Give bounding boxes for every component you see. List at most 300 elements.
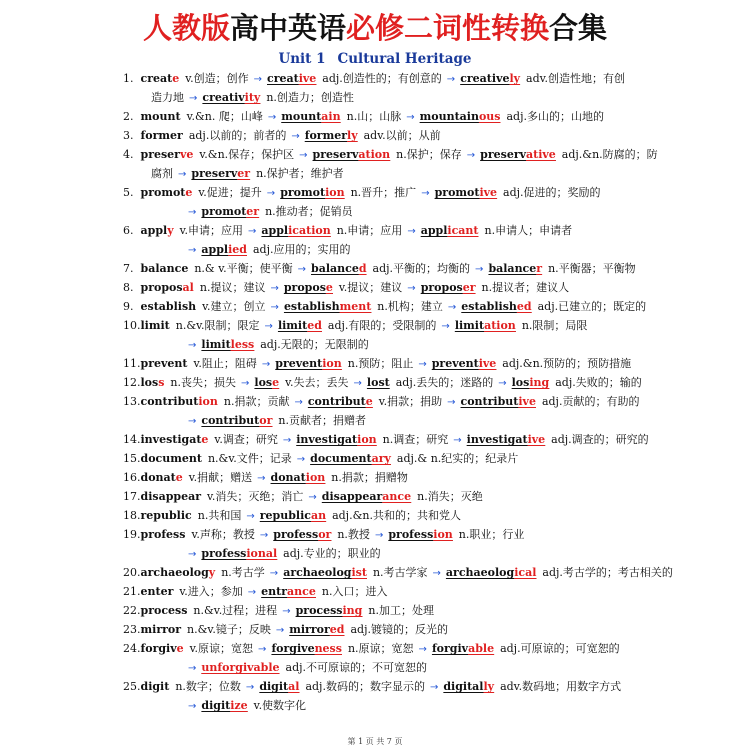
derived-word (313, 148, 391, 161)
unit-heading (0, 51, 750, 67)
definition: adj.有限的；受限制的 (327, 319, 437, 332)
derived-word (461, 395, 536, 408)
arrow-right-icon: → (269, 568, 279, 579)
definition: n.贡献者；捐赠者 (278, 414, 366, 427)
derived-stem: profess (388, 528, 434, 541)
derived-suffix: ation (484, 319, 516, 332)
derived-word (443, 680, 494, 693)
derived-stem: prevent (431, 357, 479, 370)
derived-suffix: ly (509, 72, 521, 85)
headword: promot (140, 186, 186, 199)
derived-stem: entr (261, 585, 288, 598)
derived-stem: investigat (296, 433, 358, 446)
arrow-right-icon: → (188, 416, 197, 427)
arrow-right-icon: → (353, 378, 362, 389)
derived-stem: former (304, 129, 348, 142)
definition: n.调查；研究 (382, 433, 449, 446)
derived-word (367, 376, 390, 389)
headword: former (140, 129, 183, 142)
headword: enter (140, 585, 174, 598)
derived-word (432, 357, 497, 370)
derived-word (455, 319, 516, 332)
entry-line (123, 677, 733, 696)
derived-word (446, 566, 536, 579)
derived-word (311, 262, 367, 275)
entry-line (123, 107, 733, 126)
derived-suffix: ain (321, 110, 341, 123)
derived-stem: prevent (275, 357, 323, 370)
derived-stem: lost (366, 376, 390, 389)
entry-line (123, 259, 733, 278)
derived-suffix: able (468, 642, 495, 655)
arrow-right-icon: → (275, 625, 285, 636)
arrow-right-icon: → (248, 226, 257, 237)
entry-line (123, 316, 733, 335)
derived-word (460, 72, 520, 85)
derived-suffix: ist (351, 566, 367, 579)
entry-continuation (123, 202, 733, 221)
arrow-right-icon: → (258, 644, 267, 655)
arrow-right-icon: → (475, 264, 484, 275)
entry-line (123, 487, 733, 506)
definition: adj.&n.防腐的；防 (561, 148, 658, 161)
entry-number: 11. (123, 357, 141, 370)
definition: v.促进；提升 (198, 186, 262, 199)
entry-line (123, 430, 733, 449)
definition: adj.不可原谅的；不可宽恕的 (285, 661, 428, 674)
derived-word (284, 300, 371, 313)
derived-stem: digit (259, 680, 289, 693)
arrow-right-icon: → (246, 511, 255, 522)
arrow-right-icon: → (188, 245, 197, 256)
derived-suffix: er (237, 167, 251, 180)
derived-suffix: ative (526, 148, 556, 161)
derived-stem: contribut (460, 395, 519, 408)
derived-word (296, 604, 363, 617)
derived-word (280, 186, 344, 199)
derived-suffix: ity (244, 91, 261, 104)
derived-stem: profess (201, 547, 247, 560)
derived-suffix: e (272, 376, 280, 389)
derived-word (435, 186, 497, 199)
derived-suffix: ied (228, 243, 247, 256)
entry-line (123, 392, 733, 411)
arrow-right-icon: → (418, 359, 427, 370)
definition: adj.失败的；输的 (555, 376, 642, 389)
derived-word (267, 72, 316, 85)
derived-stem: process (295, 604, 343, 617)
derived-suffix: icant (447, 224, 479, 237)
entry-number: 17. (123, 490, 141, 503)
definition: n.保护；保存 (396, 148, 462, 161)
arrow-right-icon: → (270, 302, 279, 313)
entry-line (123, 373, 733, 392)
entry-number: 12. (123, 376, 141, 389)
definition: v.声称；教授 (191, 528, 255, 541)
entry-number: 4. (123, 148, 134, 161)
definition: n.限制；局限 (521, 319, 588, 332)
entry-number: 7. (123, 262, 134, 275)
entry-line (123, 468, 733, 487)
derived-suffix: al (288, 680, 300, 693)
arrow-right-icon: → (259, 530, 269, 541)
entry-continuation (123, 88, 733, 107)
arrow-right-icon: → (189, 93, 198, 104)
headword: mirror (140, 623, 182, 636)
definition: n.创造力；创造性 (266, 91, 354, 104)
derived-suffix: ion (357, 433, 377, 446)
definition: v.申请；应用 (179, 224, 244, 237)
derived-stem: balance (488, 262, 537, 275)
derived-stem: archaeolog (283, 566, 352, 579)
derived-suffix: ing (529, 376, 550, 389)
derived-stem: preserv (191, 167, 238, 180)
arrow-right-icon: → (441, 321, 450, 332)
definition: n.平衡器；平衡物 (548, 262, 636, 275)
definition: n.预防；阻止 (347, 357, 414, 370)
derived-word (201, 414, 272, 427)
headword: profess (140, 528, 186, 541)
headword: mount (140, 110, 181, 123)
definition: v.使数字化 (253, 699, 307, 712)
definition: adv.创造性地；有创 (526, 72, 626, 85)
entry-number: 2. (123, 110, 134, 123)
entry-line (123, 639, 733, 658)
derived-stem: limit (454, 319, 485, 332)
derived-suffix: ive (298, 72, 317, 85)
derived-suffix: an (310, 509, 327, 522)
entry-number: 1. (123, 72, 134, 85)
derived-suffix: ical (514, 566, 537, 579)
arrow-right-icon: → (188, 340, 197, 351)
entry-line (123, 297, 733, 316)
derived-word (271, 642, 342, 655)
definition: n.申请；应用 (336, 224, 403, 237)
derived-suffix: or (318, 528, 332, 541)
headword: disappear (140, 490, 201, 503)
entry-continuation (123, 335, 733, 354)
entry-number: 20. (123, 566, 141, 579)
entry-line (123, 183, 733, 202)
arrow-right-icon: → (282, 606, 291, 617)
headword-suffix: ve (179, 148, 194, 161)
derived-stem: promot (434, 186, 480, 199)
arrow-right-icon: → (245, 682, 255, 693)
derived-word (308, 395, 373, 408)
derived-stem: archaeolog (445, 566, 515, 579)
arrow-right-icon: → (446, 74, 456, 85)
entry-number: 19. (123, 528, 141, 541)
derived-suffix: ly (483, 680, 495, 693)
definition: v.提议；建议 (338, 281, 403, 294)
entry-number: 15. (123, 452, 141, 465)
definition: v.进入；参加 (179, 585, 243, 598)
derived-stem: mirror (289, 623, 330, 636)
derived-word (388, 528, 452, 541)
entry-continuation (123, 696, 733, 715)
entry-number: 16. (123, 471, 141, 484)
derived-word (254, 376, 279, 389)
derived-stem: mount (281, 110, 322, 123)
definition: adj.数码的；数字显示的 (305, 680, 425, 693)
derived-suffix: ed (329, 623, 345, 636)
derived-suffix: er (462, 281, 476, 294)
headword-suffix: e (172, 72, 180, 85)
arrow-right-icon: → (282, 435, 292, 446)
arrow-right-icon: → (188, 207, 197, 218)
derived-stem: donat (270, 471, 306, 484)
definition: adj.&n.预防的；预防措施 (502, 357, 632, 370)
definition: n.入口；进入 (321, 585, 388, 598)
derived-suffix: ion (325, 186, 345, 199)
definition: adj.已建立的；既定的 (537, 300, 647, 313)
arrow-right-icon: → (308, 492, 317, 503)
entry-line (123, 582, 733, 601)
title-part-3: 必修二 (345, 11, 433, 45)
derived-suffix: ing (342, 604, 363, 617)
derived-suffix: less (230, 338, 255, 351)
entry-line (123, 69, 733, 88)
derived-word (191, 167, 250, 180)
derived-stem: limit (277, 319, 308, 332)
derived-word (420, 110, 501, 123)
arrow-right-icon: → (261, 359, 271, 370)
definition: n.&v.限制；限定 (175, 319, 260, 332)
arrow-right-icon: → (188, 549, 197, 560)
entry-continuation (123, 164, 733, 183)
derived-word (201, 243, 247, 256)
derived-stem: contribut (201, 414, 260, 427)
title-part-4: 词性转换 (433, 11, 550, 45)
derived-stem: digit (201, 699, 231, 712)
definition: adj.& n.纪实的；纪录片 (396, 452, 519, 465)
definition: n.捐款；贡献 (223, 395, 290, 408)
headword: limit (140, 319, 170, 332)
arrow-right-icon: → (466, 150, 476, 161)
derived-suffix: ion (305, 471, 326, 484)
arrow-right-icon: → (291, 131, 300, 142)
derived-suffix: ly (347, 129, 358, 142)
derived-stem: propos (283, 281, 326, 294)
derived-suffix: e (365, 395, 373, 408)
derived-word (310, 452, 391, 465)
derived-stem: creat (267, 72, 299, 85)
definition: n.推动者；促销员 (265, 205, 353, 218)
definition: adj.调查的；研究的 (551, 433, 649, 446)
headword: establish (140, 300, 197, 313)
arrow-right-icon: → (257, 473, 266, 484)
derived-suffix: ive (527, 433, 546, 446)
arrow-right-icon: → (297, 264, 306, 275)
arrow-right-icon: → (296, 454, 306, 465)
headword: appl (140, 224, 168, 237)
arrow-right-icon: → (447, 302, 457, 313)
definition: v.创造；创作 (185, 72, 249, 85)
derived-word (296, 433, 376, 446)
derived-stem: establish (283, 300, 340, 313)
definition: n.消失；灭绝 (417, 490, 483, 503)
derived-stem: appl (201, 243, 229, 256)
entry-number: 8. (123, 281, 134, 294)
arrow-right-icon: → (406, 112, 415, 123)
arrow-right-icon: → (447, 397, 456, 408)
derived-suffix: ation (358, 148, 391, 161)
derived-suffix: ion (322, 357, 342, 370)
derived-word (273, 528, 331, 541)
arrow-right-icon: → (498, 378, 507, 389)
derived-stem: establish (461, 300, 517, 313)
headword-suffix: y (167, 224, 174, 237)
arrow-right-icon: → (253, 74, 262, 85)
definition: adj.镀镜的；反光的 (350, 623, 448, 636)
derived-suffix: er (246, 205, 260, 218)
derived-stem: disappear (321, 490, 383, 503)
arrow-right-icon: → (418, 644, 427, 655)
arrow-right-icon: → (267, 112, 277, 123)
definition: n.提议者；建议人 (481, 281, 570, 294)
definition: n.&v.文件；记录 (207, 452, 292, 465)
derived-word (278, 319, 322, 332)
entry-line (123, 525, 733, 544)
definition: v.&n.保存；保护区 (199, 148, 295, 161)
entry-line (123, 221, 733, 240)
entry-number: 25. (123, 680, 141, 693)
definition: adj.应用的；实用的 (252, 243, 351, 256)
entry-line (123, 354, 733, 373)
definition: adj.丢失的；迷路的 (395, 376, 494, 389)
definition: v.消失；灭绝；消亡 (207, 490, 304, 503)
entry-number: 5. (123, 186, 134, 199)
arrow-right-icon: → (241, 378, 250, 389)
derived-stem: creative (460, 72, 510, 85)
derived-word (488, 262, 542, 275)
derived-word (421, 224, 479, 237)
definition: n.数字；位数 (175, 680, 241, 693)
entry-number: 22. (123, 604, 141, 617)
derived-suffix: ous (478, 110, 501, 123)
headword-suffix: e (185, 186, 193, 199)
headword-suffix: ion (198, 395, 218, 408)
derived-stem: republic (259, 509, 311, 522)
page-footer: 第 1 页 共 7 页 (347, 737, 403, 746)
derived-stem: preserv (312, 148, 359, 161)
derived-suffix: or (259, 414, 273, 427)
definition: n.教授 (337, 528, 370, 541)
derived-stem: appl (261, 224, 289, 237)
derived-word (284, 281, 333, 294)
arrow-right-icon: → (188, 701, 197, 712)
headword: prevent (140, 357, 188, 370)
title-part-2: 高中英语 (229, 11, 346, 45)
definition: n.职业；行业 (458, 528, 525, 541)
derived-word (202, 91, 260, 104)
definition: 造力地 (151, 91, 184, 104)
headword: donat (140, 471, 176, 484)
derived-stem: digital (443, 680, 484, 693)
entry-line (123, 620, 733, 639)
derived-suffix: ive (478, 357, 497, 370)
entry-number: 13. (123, 395, 141, 408)
entry-number: 10. (123, 319, 141, 332)
derived-suffix: ize (230, 699, 248, 712)
derived-word (421, 281, 476, 294)
headword: preser (140, 148, 180, 161)
definition: n.共和国 (197, 509, 242, 522)
headword: los (140, 376, 159, 389)
derived-suffix: ance (382, 490, 412, 503)
headword-suffix: al (182, 281, 194, 294)
definition: n.申请人；申请者 (484, 224, 573, 237)
derived-word (281, 110, 340, 123)
derived-suffix: ional (246, 547, 278, 560)
definition: adj.考古学的；考古相关的 (542, 566, 673, 579)
definition: n.考古学 (221, 566, 265, 579)
derived-word (461, 300, 531, 313)
entry-number: 14. (123, 433, 141, 446)
derived-word (512, 376, 550, 389)
headword: document (140, 452, 202, 465)
arrow-right-icon: → (264, 321, 273, 332)
derived-suffix: ication (288, 224, 331, 237)
entry-line (123, 563, 733, 582)
derived-suffix: ive (479, 186, 498, 199)
derived-stem: forgive (271, 642, 315, 655)
derived-word (261, 585, 316, 598)
headword: republic (140, 509, 192, 522)
definition: v.捐款；捐助 (378, 395, 443, 408)
headword-suffix: e (201, 433, 209, 446)
derived-word (480, 148, 556, 161)
derived-stem: contribut (307, 395, 366, 408)
headword-suffix: y (208, 566, 216, 579)
arrow-right-icon: → (407, 283, 416, 294)
entry-number: 3. (123, 129, 134, 142)
definition: adj.专业的；职业的 (283, 547, 381, 560)
definition: n.加工；处理 (368, 604, 434, 617)
derived-word (201, 661, 279, 674)
derived-word (260, 509, 326, 522)
derived-suffix: ary (371, 452, 391, 465)
vocabulary-list (123, 69, 733, 715)
arrow-right-icon: → (247, 587, 257, 598)
definition: adj.贡献的；有助的 (541, 395, 640, 408)
derived-stem: promot (201, 205, 247, 218)
derived-suffix: ed (516, 300, 532, 313)
entry-number: 18. (123, 509, 141, 522)
derived-stem: los (254, 376, 273, 389)
derived-suffix: ment (339, 300, 372, 313)
definition: n.考古学家 (372, 566, 428, 579)
arrow-right-icon: → (178, 169, 187, 180)
derived-stem: appl (420, 224, 448, 237)
headword: balance (140, 262, 189, 275)
derived-word (275, 357, 341, 370)
headword: digit (140, 680, 170, 693)
entry-line (123, 449, 733, 468)
definition: v.建立；创立 (202, 300, 266, 313)
title-part-1: 人教版 (142, 11, 230, 45)
headword: contribut (140, 395, 199, 408)
derived-word (201, 547, 277, 560)
derived-word (283, 566, 367, 579)
unit-name: Cultural Heritage (337, 51, 472, 67)
entry-number: 21. (123, 585, 141, 598)
definition: adj.以前的；前者的 (188, 129, 287, 142)
derived-stem: balance (311, 262, 359, 275)
definition: adv.以前；从前 (363, 129, 441, 142)
definition: n.原谅；宽恕 (347, 642, 414, 655)
definition: adj.可原谅的；可宽恕的 (500, 642, 620, 655)
